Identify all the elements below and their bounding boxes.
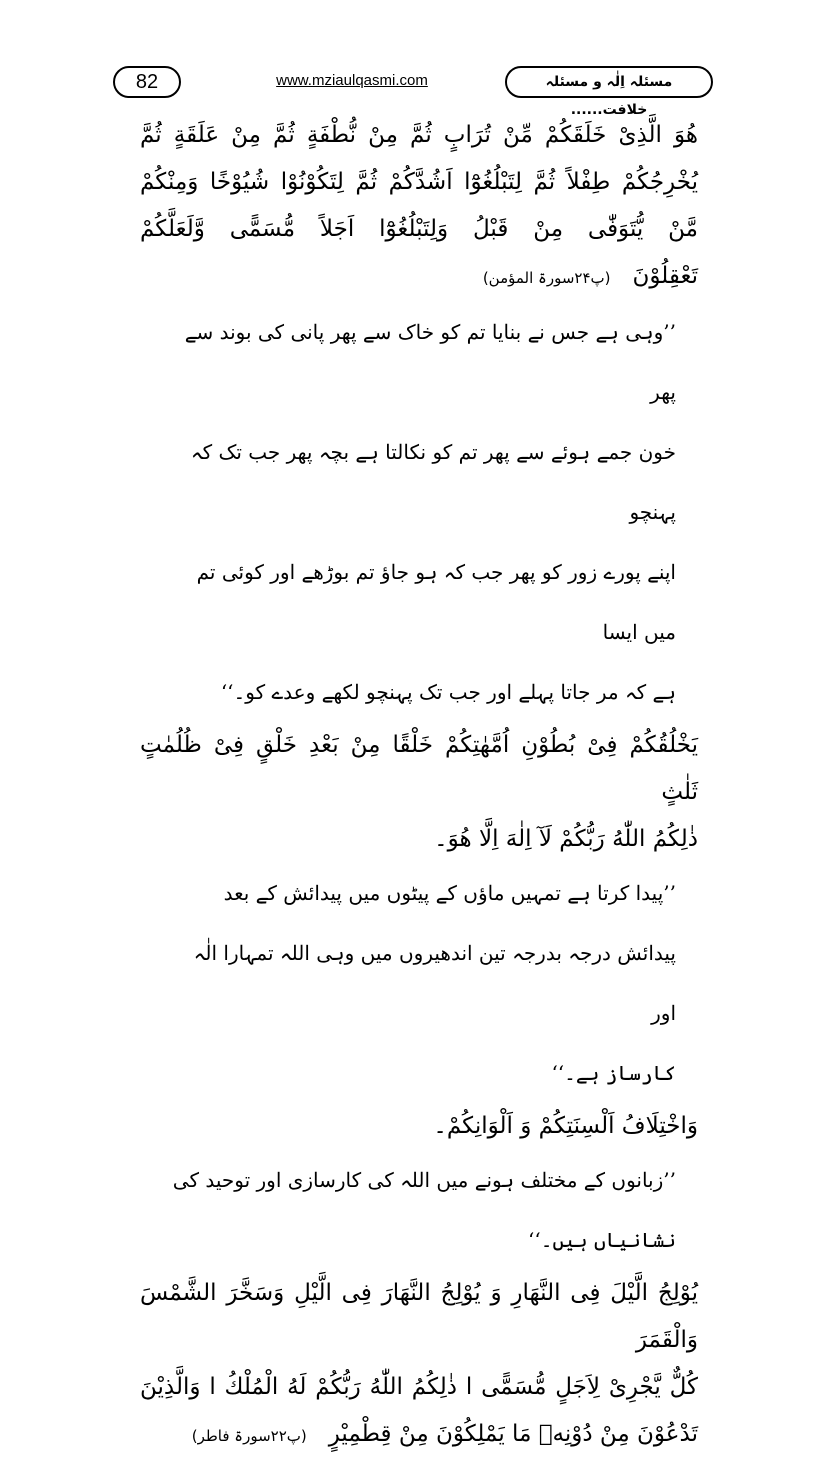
arabic-line: يُخْرِجُكُمْ طِفْلاً ثُمَّ لِتَبْلُغُوْٓا اَشُدَّكُمْ ثُمَّ لِتَكُوْنُوْا شُيُوْخًا وَمِنْكُمْ: [140, 169, 698, 195]
arabic-verse-block: [140, 722, 698, 863]
urdu-line: نشانیاں ہیں۔‘‘: [528, 1228, 676, 1252]
arabic-verse-block: [140, 1270, 698, 1460]
urdu-line: خون جمے ہوئے سے پھر تم کو نکالتا ہے بچہ پھر جب تک کہ پہنچو: [190, 440, 676, 524]
arabic-line: [140, 253, 698, 302]
arabic-line-text: تَدْعُوْنَ مِنْ دُوْنِهٖ مَا يَمْلِكُوْنَ مِنْ قِطْمِيْرٍ: [328, 1421, 698, 1447]
urdu-line: ’’زبانوں کے مختلف ہونے میں اللہ کی کارسازی اور توحید کی: [172, 1168, 676, 1192]
urdu-line: کارساز ہے۔‘‘: [551, 1061, 676, 1085]
urdu-translation-block: [140, 1150, 698, 1270]
urdu-translation-block: [140, 302, 698, 722]
arabic-line-text: وَاخْتِلَافُ اَلْسِنَتِكُمْ وَ اَلْوَانِكُمْ۔: [433, 1113, 698, 1139]
surah-reference: (پ۲۴سورۃ المؤمن): [482, 269, 611, 287]
surah-reference: (پ۲۲سورۃ فاطر): [191, 1427, 307, 1445]
arabic-line-text: ذٰلِكُمُ اللّٰهُ رَبُّكُمْ لَآ اِلٰهَ اِلَّا هُوَ۔: [434, 826, 698, 852]
arabic-line: هُوَ الَّذِىْ خَلَقَكُمْ مِّنْ تُرَابٍ ثُمَّ مِنْ نُّطْفَةٍ ثُمَّ مِنْ عَلَقَةٍ ثُمَّ: [140, 122, 698, 148]
arabic-line: يُوْلِجُ الَّيْلَ فِى النَّهَارِ وَ يُوْلِجُ النَّهَارَ فِى الَّيْلِ وَسَخَّرَ الشَّمْسَ وَالْقَمَرَ: [140, 1280, 698, 1353]
page-header: [0, 66, 825, 118]
urdu-line: ’’پیدا کرتا ہے تمہیں ماؤں کے پیٹوں میں پیدائش کے بعد: [223, 881, 676, 905]
urdu-line: ’’وہی ہے جس نے بنایا تم کو خاک سے پھر پانی کی بوند سے پھر: [184, 320, 676, 404]
urdu-translation-block: [140, 863, 698, 1103]
arabic-line-text: تَعْقِلُوْنَ: [632, 263, 698, 289]
urdu-line: اپنے پورے زور کو پھر جب کہ ہو جاؤ تم بوڑھے اور کوئی تم میں ایسا: [196, 560, 676, 644]
page-number: 82: [113, 66, 181, 98]
arabic-line: [140, 816, 698, 863]
urdu-line: ہے کہ مر جاتا پہلے اور جب تک پہنچو لکھے وعدے کو۔‘‘: [220, 680, 676, 704]
website-link[interactable]: www.mziaulqasmi.com: [276, 72, 428, 89]
page-body: [140, 112, 698, 1460]
arabic-line: [140, 1411, 698, 1460]
arabic-line: يَخْلُقُكُمْ فِىْ بُطُوْنِ اُمَّهٰتِكُمْ خَلْقًا مِنْ بَعْدِ خَلْقٍ فِىْ ظُلُمٰتٍ ثَلٰثٍ: [140, 732, 698, 805]
arabic-line: [140, 1103, 698, 1150]
arabic-verse-block: [140, 1103, 698, 1150]
book-title: مسئلہ اِلٰہ و مسئلہ خلافت......: [505, 66, 713, 98]
arabic-line: كُلٌّ يَّجْرِىْ لِاَجَلٍ مُّسَمًّى ا ذٰلِكُمُ اللّٰهُ رَبُّكُمْ لَهُ الْمُلْكُ ا وَالَّذِيْنَ: [140, 1374, 698, 1400]
arabic-line: مَّنْ يُّتَوَفّٰى مِنْ قَبْلُ وَلِتَبْلُغُوْٓا اَجَلاً مُّسَمًّى وَّلَعَلَّكُمْ: [140, 216, 698, 242]
urdu-line: پیدائش درجہ بدرجہ تین اندھیروں میں وہی اللہ تمہارا الٰہ اور: [193, 941, 676, 1025]
arabic-verse-block: [140, 112, 698, 302]
